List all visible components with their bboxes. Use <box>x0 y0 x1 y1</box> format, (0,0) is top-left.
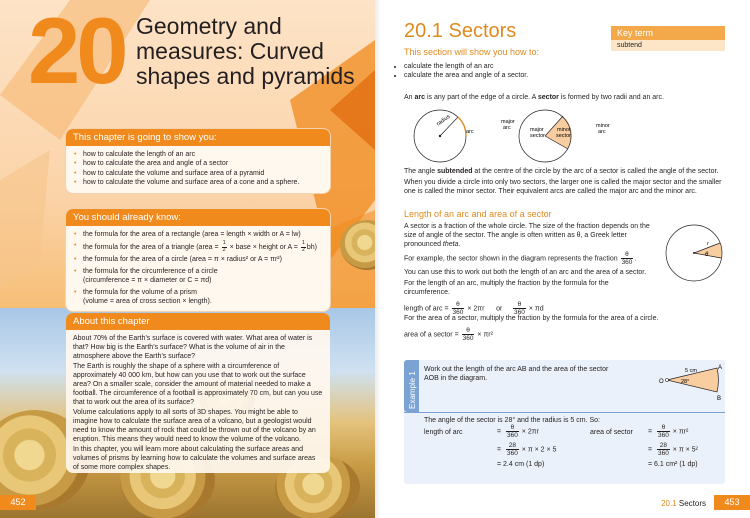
area-result: = 6.1 cm² (1 dp) <box>648 461 698 468</box>
fraction: $\frac{\theta}{360}$ <box>452 301 464 316</box>
area-step-1: = $\frac{\theta}{360}$ × πr² <box>648 424 689 439</box>
major-sector-label: major <box>530 127 544 133</box>
intro-list <box>404 62 528 80</box>
fraction: $\frac{\theta}{360}$ <box>514 301 525 316</box>
radius-r-label: r <box>707 241 709 247</box>
paragraph: The Earth is roughly the shape of a sphere with a circumference of approximately 40 000 km, but how can you use that to work out the surface area? On a smaller scale, consider the amount of material needed to make a football. The circumference of a football is approximately 70 cm, but can you use that to work out the area of its surface? <box>73 363 323 406</box>
use-text: You can use this to work out both the length of an arc and the area of a sector. <box>404 269 647 276</box>
already-know-heading: You should already know: <box>66 209 330 226</box>
key-term-value: subtend <box>611 40 725 51</box>
list-item: • how to calculate the length of an arc <box>74 150 322 159</box>
arc-sector-diagrams <box>400 106 660 166</box>
about-heading: About this chapter <box>66 313 330 330</box>
theta-label: θ <box>705 252 709 258</box>
fraction-explanation: A sector is a fraction of the whole circle. The size of the fraction depends on the size of angle of the sector. The angle is often written as θ, a Greek letter pronounced theta. <box>404 223 650 249</box>
point-B: B <box>717 396 722 402</box>
major-minor-text: When you divide a circle into only two sectors, the larger one is called the major sector and the smaller one is called the minor sector. Their equivalent arcs are called the major arc and the minor arc. <box>404 179 722 196</box>
list-item: • the formula for the area of a circle (area = π × radius² or A = πr²) <box>74 255 322 264</box>
area-intro: For the area of a sector, multiply the fraction by the formula for the area of a circle. <box>404 315 659 322</box>
section-title: 20.1 Sectors <box>404 20 517 42</box>
point-A: A <box>718 365 723 371</box>
radius-value: 5 cm <box>685 368 697 374</box>
fraction: $\frac{\theta}{360}$ <box>657 424 669 439</box>
major-sector-label: sector <box>530 133 545 139</box>
example-given: The angle of the sector is 28° and the radius is 5 cm. So: <box>424 417 600 424</box>
list-item: • the formula for the area of a rectangle (area = length × width or A = lw) <box>74 230 322 239</box>
minor-sector-label: minor <box>557 127 571 133</box>
list-item: • how to calculate the area and angle of a sector <box>74 159 322 168</box>
key-term-heading: Key term <box>611 26 725 40</box>
about-chapter-box <box>66 313 330 473</box>
major-arc-label: major <box>501 119 515 125</box>
paragraph: About 70% of the Earth’s surface is covered with water. What area of water is that? How big is the Earth’s surface? What is the volume of air in the atmosphere above the Earth’s surface? <box>73 335 313 360</box>
area-step-2: = $\frac{28}{360}$ × π × 5² <box>648 442 698 457</box>
length-intro: For the length of an arc, multiply the fraction by the formula for the circumference. <box>404 280 609 297</box>
paragraph: In this chapter, you will learn more about calculating the surface areas and volumes of prisms by learning how to calculate the volumes and surface areas of some more complex shapes. <box>73 446 316 471</box>
going-to-show-box <box>66 129 330 193</box>
chapter-number: 20 <box>28 0 125 103</box>
major-arc-label: arc <box>503 125 511 131</box>
area-label: area of sector <box>590 429 633 436</box>
arc-label: arc <box>466 129 474 135</box>
minor-arc-label: minor <box>596 123 610 129</box>
arc-step-1: = $\frac{\theta}{360}$ × 2πr <box>497 424 539 439</box>
radius-label: radius <box>435 113 452 128</box>
example-diagram <box>645 360 725 402</box>
page-number-right: 453 <box>714 495 750 510</box>
already-know-box <box>66 209 330 311</box>
angle-value: 28° <box>681 379 690 385</box>
minor-arc-label: arc <box>598 129 606 135</box>
list-item: • the formula for the circumference of a circle (circumference = π × diameter or C = πd) <box>74 267 322 286</box>
intro-heading: This section will show you how to: <box>404 47 540 57</box>
list-item: • the formula for the area of a triangle (area = $\frac{1}{2}$ × base × height or A = $\frac{1}{2}$ bh) <box>74 241 322 253</box>
list-item: • the formula for the volume of a prism (volume = area of cross section × length). <box>74 288 322 307</box>
fraction: $\frac{\theta}{360}$ <box>462 327 474 342</box>
fraction: $\frac{\theta}{360}$ <box>621 251 633 266</box>
fraction: $\frac{28}{360}$ <box>657 442 669 457</box>
example-fraction-line: For example, the sector shown in the diagram represents the fraction $\frac{\theta}{360}$ . <box>404 251 637 266</box>
arc-definition: An arc is any part of the edge of a circle. A sector is formed by two radii and an arc. <box>404 94 664 101</box>
example-question: Work out the length of the arc AB and the area of the sector AOB in the diagram. <box>424 366 609 383</box>
minor-sector-label: sector <box>556 133 571 139</box>
fraction: $\frac{1}{2}$ <box>222 240 226 253</box>
arc-result: = 2.4 cm (1 dp) <box>497 461 545 468</box>
key-term-box <box>611 26 725 51</box>
fraction: $\frac{28}{360}$ <box>506 442 518 457</box>
footer-section-label: 20.1 Sectors <box>661 499 706 508</box>
page-number-left: 452 <box>0 495 36 510</box>
length-formula: length of arc = $\frac{\theta}{360}$ × 2πr or $\frac{\theta}{360}$ × πd <box>404 301 544 316</box>
arc-label: length of arc <box>424 429 463 436</box>
arc-step-2: = $\frac{28}{360}$ × π × 2 × 5 <box>497 442 557 457</box>
fraction: $\frac{1}{2}$ <box>301 240 305 253</box>
paragraph: Volume calculations apply to all sorts of 3D shapes. You might be able to imagine how to calculate the surface area of a volcano, but a geologist would need to know the amount of rock that could be thrown out of the volcano by an eruption. This means they would need to know the volume of the volcano. <box>73 409 316 443</box>
subtended-definition: The angle subtended at the centre of the circle by the arc of a sector is called the angle of the sector. <box>404 168 719 175</box>
example-tab: Example 1 <box>404 360 419 412</box>
list-item: • calculate the area and angle of a sector. <box>404 71 528 80</box>
fraction: $\frac{\theta}{360}$ <box>506 424 518 439</box>
list-item: • how to calculate the volume and surface area of a pyramid <box>74 169 322 178</box>
area-formula: area of a sector = $\frac{\theta}{360}$ × πr² <box>404 327 493 342</box>
book-gutter <box>375 0 381 518</box>
going-to-show-heading: This chapter is going to show you: <box>66 129 330 146</box>
chapter-title: Geometry and measures: Curved shapes and pyramids <box>136 13 355 89</box>
list-item: • how to calculate the volume and surface area of a cone and a sphere. <box>74 178 322 187</box>
example-divider <box>404 412 725 413</box>
length-heading: Length of an arc and area of a sector <box>404 209 552 219</box>
list-item: • calculate the length of an arc <box>404 62 528 71</box>
point-O: O <box>659 379 664 385</box>
